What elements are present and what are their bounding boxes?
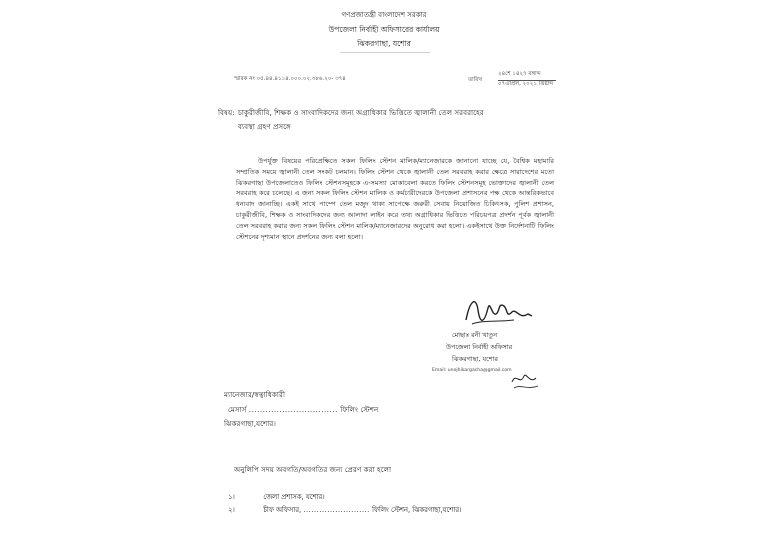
copy-list-text: চীফ অফিসার,: [263, 506, 302, 514]
recipient-line: [228, 406, 378, 413]
date-bangla: ২৪শে ১৪২৭ বঙ্গাব্দ: [498, 71, 541, 77]
copy-list-item: [228, 507, 461, 514]
signature-image: [458, 290, 538, 330]
body-paragraph: [236, 156, 554, 242]
signatory-email: Email: unojhikargacha@gmail.com: [432, 368, 512, 373]
signatory-name: মোছাঃ রনী খাতুন: [452, 331, 498, 339]
copy-list-number: ১।: [228, 493, 235, 501]
recipient-place: ঝিকরগাছা,যশোর।: [224, 419, 276, 428]
copy-list-text: জেলা প্রশাসক, যশোর।: [263, 493, 325, 501]
header-line-2: উপজেলা নির্বাহী অফিসারের কার্যালয়: [328, 25, 440, 34]
recipient-station: ফিলিং স্টেশন: [340, 405, 379, 414]
copy-list-tail: ফিলিং স্টেশন, ঝিকরগাছা,যশোর।: [371, 506, 462, 514]
copy-notice: অনুলিপি সদয় অবগতি/অবগতির জন্য প্রেরণ করা হলো: [234, 465, 392, 474]
date-label: তারিখ: [468, 77, 482, 83]
header-divider: [340, 52, 430, 53]
copy-list-number: ২।: [228, 506, 235, 514]
initials-image: [508, 368, 542, 392]
header-line-3: ঝিকরগাছা, যশোর: [357, 39, 411, 48]
copy-list-dots: .........................: [303, 506, 370, 514]
signatory-title: উপজেলা নির্বাহী অফিসার: [446, 343, 513, 351]
copy-list-item: [228, 494, 325, 501]
header-line-1: গণপ্রজাতন্ত্রী বাংলাদেশ সরকার: [341, 11, 427, 19]
recipient-role: ম্যানেজার/স্বত্বাধিকারী: [224, 390, 286, 399]
subject-line-2: ব্যবস্থা গ্রহণ প্রসঙ্গে: [238, 122, 291, 131]
recipient-dots: ................................: [248, 405, 338, 414]
date-english: ০৭এপ্রিল, ২০২১ খ্রিষ্টাব্দ: [498, 81, 554, 87]
recipient-prefix: মেসার্স: [228, 405, 247, 414]
signatory-place: ঝিকরগাছা, যশোর: [452, 355, 498, 363]
date-divider: [498, 80, 556, 81]
memo-reference: স্মারক নং ০৫.৪৪.৪১১৪.০০০.০২.৩৮৬.২০- ৩৭৪: [234, 76, 346, 82]
subject-label: বিষয়:: [218, 108, 235, 117]
subject-line-1: চাকুরীজীবি, শিক্ষক ও সাংবাদিকদের জন্য অগ্রাধিকার ভিত্তিতে জ্বালানী তেল সরবরাহের: [238, 108, 484, 117]
body-paragraph-text: উপর্যুক্ত বিষয়ের পরিপ্রেক্ষিতে সকল ফিলিং স্টেশন মালিক/ম্যানেজারকে জানানো যাচ্ছে যে, বৈশ্বিক মহামারি সম্প্রতিক সময়ে জ্বালানী তেল সংকট চলমান। ফিলিং স্টেশন থেকে জ্বালানী তেল সরবরাহ করার ক্ষেত্রে সারাদেশের মতো ঝিকরগাছা উপজেলাতেও ফিলিং স্টেশনসমূহকে এ-সমস্যা মোকাবেলা করতে ফিলিং স্টেশনসমূহ ভোক্তাদের জ্বালানী তেল সরবরাহ করে চলেছে। এ জন্য সকল ফিলিং স্টেশন মালিক ও কর্মচারীদেরকে উপজেলা প্রশাসনের পক্ষ থেকে আন্তরিকভাবে ধন্যবাদ জানাচ্ছি। একই সাথে পাম্পে তেল মজুদ থাকা সাপেক্ষে জরুরী সেবায় নিয়োজিত চিকিৎসক, পুলিশ প্রশাসন, চাকুরীজীবি, শিক্ষক ও সাংবাদিকদের জন্য আলাদা লাইন করে তথ্য অগ্রাধিকার ভিত্তিতে পরিচয়পত্র প্রদর্শন পূর্বক জ্বালানী তেল সরবরাহ করার জন্য সকল ফিলিং স্টেশন মালিক/ম্যানেজারদের অনুরোধ করা হলো। একইসাথে উক্ত নির্দেশনাটি ফিলিং স্টেশনের দৃশ্যমান স্থানে প্রদর্শনের জন্য বলা হলো।: [236, 157, 554, 241]
